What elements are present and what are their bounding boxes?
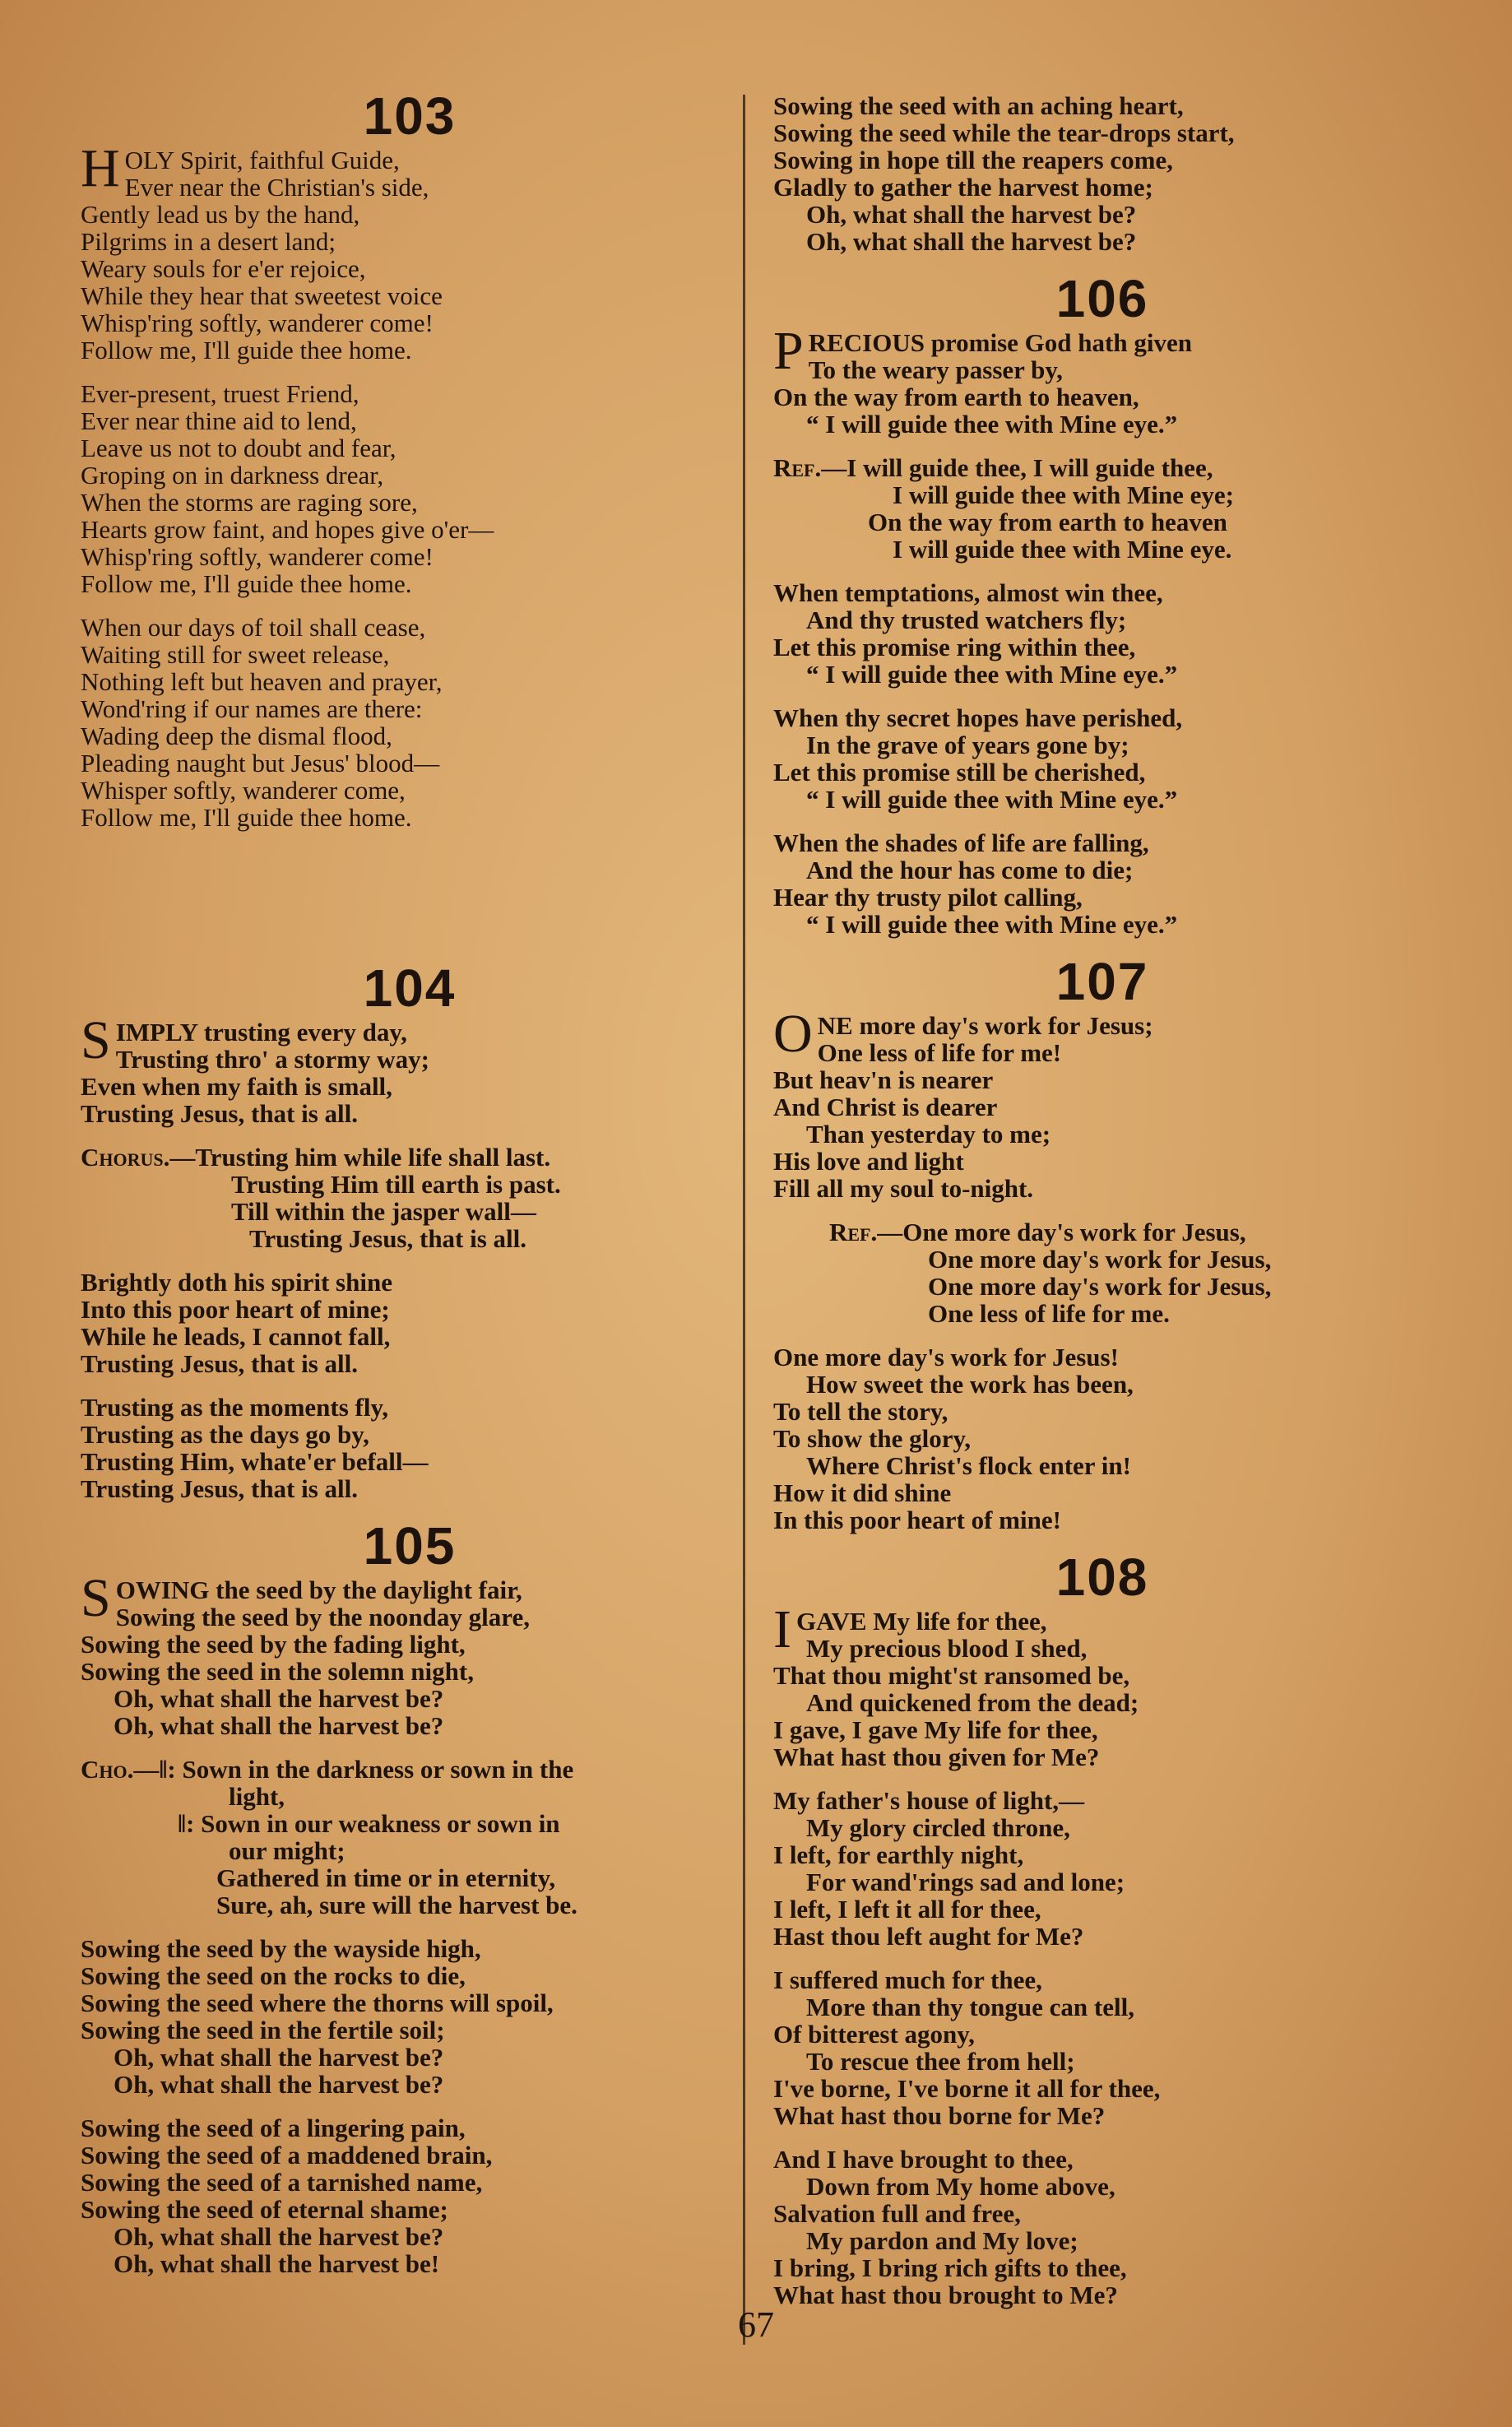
stanza (81, 380, 739, 597)
lyric-line: And thy trusted watchers fly; (806, 606, 1127, 634)
lyric-line: I suffered much for thee, (773, 1965, 1042, 1994)
lyric-line: And Christ is dearer (773, 1093, 998, 1121)
lyric-line: Oh, what shall the harvest be? (806, 227, 1137, 256)
lyric-line: To tell the story, (773, 1397, 948, 1426)
lyric-line: On the way from earth to heaven (868, 508, 1227, 536)
lyric-line: Ever-present, truest Friend, (81, 379, 359, 408)
lyric-line: Trusting Jesus, that is all. (81, 1349, 359, 1378)
page-number: 67 (738, 2304, 774, 2345)
lyric-line: One more day's work for Jesus, (902, 1218, 1246, 1246)
lyric-line: Whisper softly, wanderer come, (81, 776, 406, 805)
lyric-line: Sowing the seed of a lingering pain, (81, 2114, 466, 2142)
lyric-line: Weary souls for e'er rejoice, (81, 254, 366, 283)
lyric-line: Hearts grow faint, and hopes give o'er— (81, 515, 494, 544)
lyric-line: I will guide thee with Mine eye. (893, 535, 1232, 564)
right-column (773, 92, 1431, 2325)
lyric-line: GAVE My life for thee, (795, 1607, 1047, 1636)
lyric-line: My precious blood I shed, (806, 1634, 1088, 1663)
lyric-line: Trusting Him till earth is past. (231, 1170, 561, 1199)
hymn-number: 104 (363, 958, 457, 1018)
chorus (81, 1144, 739, 1252)
lyric-line: To show the glory, (773, 1424, 972, 1453)
lyric-line: Hear thy trusty pilot calling, (773, 883, 1083, 912)
lyric-line: Oh, what shall the harvest be? (114, 1684, 444, 1713)
lyric-line: Ever near thine aid to lend, (81, 406, 357, 435)
lyric-line: Down from My home above, (806, 2172, 1115, 2201)
hymn-number: 106 (1055, 269, 1149, 328)
lyric-line: Sowing the seed with an aching heart, (773, 91, 1184, 120)
lyric-line: Into this poor heart of mine; (81, 1295, 390, 1324)
hymn-number: 105 (363, 1516, 457, 1575)
left-column (81, 86, 739, 2294)
lyric-line: Of bitterest agony, (773, 2020, 975, 2049)
stanza (81, 614, 739, 831)
lyric-line: Fill all my soul to-night. (773, 1174, 1034, 1203)
lyric-line: Whisp'ring softly, wanderer come! (81, 309, 434, 337)
lyric-line: “ I will guide thee with Mine eye.” (806, 785, 1178, 814)
refrain (773, 1218, 1431, 1327)
lyric-line: Follow me, I'll guide thee home. (81, 336, 412, 364)
hymn-105 (81, 1516, 739, 2278)
lyric-line: When the storms are raging sore, (81, 488, 418, 517)
lyric-line: I've borne, I've borne it all for thee, (773, 2074, 1161, 2103)
stanza (773, 829, 1431, 938)
lyric-line: Trusting Jesus, that is all. (249, 1224, 527, 1253)
hymn-103 (81, 86, 739, 832)
lyric-line: When the shades of life are falling, (773, 828, 1149, 857)
lyric-line: On the way from earth to heaven, (773, 383, 1139, 411)
stanza (773, 92, 1431, 255)
lyric-line: Trusting Jesus, that is all. (81, 1099, 359, 1128)
lyric-line: My pardon and My love; (806, 2226, 1078, 2255)
hymn-number: 108 (1055, 1548, 1149, 1607)
lyric-line: I will guide thee, I will guide thee, (846, 453, 1213, 482)
lyric-line: “ I will guide thee with Mine eye.” (806, 660, 1178, 689)
stanza (773, 1004, 1431, 1203)
lyric-line: I will guide thee with Mine eye; (893, 480, 1235, 509)
lyric-line: And the hour has come to die; (806, 856, 1134, 884)
lyric-line: That thou might'st ransomed be, (773, 1661, 1130, 1690)
lyric-line: One less of life for me. (928, 1299, 1170, 1328)
stanza (81, 138, 739, 364)
lyric-line: My father's house of light,— (773, 1786, 1085, 1815)
lyric-line: Pilgrims in a desert land; (81, 227, 336, 256)
lyric-line: Sowing the seed of a tarnished name, (81, 2168, 483, 2197)
drop-cap: S (81, 1568, 111, 1628)
lyric-line: For wand'rings sad and lone; (806, 1868, 1125, 1896)
lyric-line: Trusting Jesus, that is all. (81, 1474, 359, 1503)
stanza (773, 1966, 1431, 2129)
refrain-label: Ref.— (773, 453, 847, 482)
lyric-line: Hast thou left aught for Me? (773, 1922, 1084, 1951)
lyric-line: Gathered in time or in eternity, (216, 1863, 556, 1892)
drop-cap: S (81, 1010, 111, 1070)
lyric-line: IMPLY trusting every day, (115, 1018, 407, 1046)
hymn-number: 103 (363, 86, 457, 146)
chorus (81, 1756, 739, 1919)
lyric-line: Wading deep the dismal flood, (81, 722, 392, 750)
lyric-line: Till within the jasper wall— (231, 1197, 536, 1226)
lyric-line: Oh, what shall the harvest be! (114, 2249, 440, 2278)
lyric-line: One more day's work for Jesus, (928, 1245, 1272, 1274)
lyric-line: Trusting thro' a stormy way; (115, 1045, 429, 1074)
lyric-line: Whisp'ring softly, wanderer come! (81, 542, 434, 571)
lyric-line: Nothing left but heaven and prayer, (81, 667, 443, 696)
lyric-line: I bring, I bring rich gifts to thee, (773, 2253, 1127, 2282)
lyric-line: What hast thou brought to Me? (773, 2281, 1118, 2309)
lyric-line: Brightly doth his spirit shine (81, 1268, 392, 1297)
lyric-line: OLY Spirit, faithful Guide, (124, 146, 400, 174)
lyric-line: While they hear that sweetest voice (81, 281, 443, 310)
lyric-line: ‖: Sown in the darkness or sown in the (159, 1755, 574, 1784)
lyric-line: light, (229, 1782, 285, 1811)
lyric-line: OWING the seed by the daylight fair, (115, 1575, 522, 1604)
lyric-line: I left, for earthly night, (773, 1840, 1024, 1869)
lyric-line: I gave, I gave My life for thee, (773, 1715, 1098, 1744)
lyric-line: Sowing the seed by the wayside high, (81, 1934, 481, 1963)
lyric-line: ‖: Sown in our weakness or sown in (178, 1809, 560, 1838)
stanza (773, 579, 1431, 688)
lyric-line: Salvation full and free, (773, 2199, 1021, 2228)
lyric-line: Sowing the seed by the noonday glare, (115, 1603, 530, 1631)
stanza (773, 2146, 1431, 2309)
lyric-line: Oh, what shall the harvest be? (806, 200, 1137, 229)
lyric-line: Follow me, I'll guide thee home. (81, 569, 412, 598)
lyric-line: Trusting as the days go by, (81, 1420, 369, 1449)
hymn-106 (773, 271, 1431, 938)
lyric-line: One less of life for me! (817, 1038, 1062, 1067)
stanza (81, 1010, 739, 1128)
lyric-line: To the weary passer by, (808, 355, 1063, 384)
lyric-line: Sowing the seed in the solemn night, (81, 1657, 474, 1686)
lyric-line: Gently lead us by the hand, (81, 200, 360, 229)
lyric-line: Let this promise ring within thee, (773, 633, 1136, 661)
lyric-line: Groping on in darkness drear, (81, 461, 384, 490)
column-divider (743, 95, 745, 2345)
lyric-line: Follow me, I'll guide thee home. (81, 803, 412, 832)
stanza (81, 1394, 739, 1502)
lyric-line: Oh, what shall the harvest be? (114, 2070, 444, 2099)
lyric-line: Wond'ring if our names are there: (81, 694, 423, 723)
stanza (81, 1935, 739, 2098)
lyric-line: When temptations, almost win thee, (773, 578, 1163, 607)
lyric-line: our might; (229, 1836, 346, 1865)
lyric-line: Trusting him while life shall last. (195, 1143, 551, 1172)
lyric-line: Even when my faith is small, (81, 1072, 392, 1101)
lyric-line: In the grave of years gone by; (806, 731, 1129, 759)
lyric-line: Trusting as the moments fly, (81, 1393, 389, 1422)
lyric-line: Oh, what shall the harvest be? (114, 2222, 444, 2251)
lyric-line: Sowing the seed on the rocks to die, (81, 1961, 466, 1990)
lyric-line: One more day's work for Jesus! (773, 1343, 1119, 1371)
hymn-107 (773, 954, 1431, 1534)
lyric-line: While he leads, I cannot fall, (81, 1322, 391, 1351)
stanza (773, 704, 1431, 813)
hymn-104 (81, 958, 739, 1503)
lyric-line: Oh, what shall the harvest be? (114, 1711, 444, 1740)
stanza (773, 1599, 1431, 1771)
lyric-line: One more day's work for Jesus, (928, 1272, 1272, 1301)
lyric-line: How sweet the work has been, (806, 1370, 1134, 1399)
lyric-line: “ I will guide thee with Mine eye.” (806, 410, 1178, 439)
lyric-line: Where Christ's flock enter in! (806, 1451, 1131, 1480)
lyric-line: Trusting Him, whate'er befall— (81, 1447, 429, 1476)
lyric-line: Gladly to gather the harvest home; (773, 173, 1153, 202)
lyric-line: But heav'n is nearer (773, 1065, 994, 1094)
lyric-line: Sowing the seed in the fertile soil; (81, 2016, 445, 2044)
lyric-line: His love and light (773, 1147, 964, 1176)
lyric-line: Sowing the seed of a maddened brain, (81, 2141, 493, 2169)
stanza (81, 2114, 739, 2277)
lyric-line: To rescue thee from hell; (806, 2047, 1075, 2076)
lyric-line: What hast thou borne for Me? (773, 2101, 1106, 2130)
lyric-line: RECIOUS promise God hath given (808, 328, 1192, 357)
lyric-line: Sowing in hope till the reapers come, (773, 146, 1173, 174)
lyric-line: NE more day's work for Jesus; (817, 1011, 1153, 1040)
drop-cap: I (773, 1599, 791, 1659)
lyric-line: Leave us not to doubt and fear, (81, 434, 397, 462)
lyric-line: Waiting still for sweet release, (81, 640, 390, 669)
lyric-line: When thy secret hopes have perished, (773, 703, 1183, 732)
lyric-line: And quickened from the dead; (806, 1688, 1139, 1717)
lyric-line: Ever near the Christian's side, (124, 173, 429, 202)
hymn-108 (773, 1550, 1431, 2309)
stanza (773, 1343, 1431, 1534)
stanza (81, 1269, 739, 1377)
lyric-line: Sure, ah, sure will the harvest be. (216, 1891, 577, 1919)
lyric-line: More than thy tongue can tell, (806, 1993, 1134, 2021)
lyric-line: Oh, what shall the harvest be? (114, 2043, 444, 2072)
drop-cap: P (773, 321, 804, 381)
drop-cap: O (773, 1004, 813, 1064)
stanza (773, 321, 1431, 439)
lyric-line: Sowing the seed by the fading light, (81, 1630, 466, 1659)
stanza (81, 1568, 739, 1740)
lyric-line: Than yesterday to me; (806, 1120, 1051, 1149)
chorus-label: Cho.— (81, 1755, 160, 1784)
lyric-line: What hast thou given for Me? (773, 1743, 1100, 1771)
lyric-line: Sowing the seed while the tear-drops start, (773, 118, 1235, 147)
lyric-line: Sowing the seed where the thorns will spoil, (81, 1988, 554, 2017)
lyric-line: Let this promise still be cherished, (773, 758, 1146, 787)
lyric-line: Sowing the seed of eternal shame; (81, 2195, 448, 2224)
lyric-line: “ I will guide thee with Mine eye.” (806, 910, 1178, 939)
lyric-line: Pleading naught but Jesus' blood— (81, 749, 440, 777)
lyric-line: My glory circled throne, (806, 1813, 1070, 1842)
refrain (773, 454, 1431, 563)
lyric-line: And I have brought to thee, (773, 2145, 1074, 2174)
hymn-number: 107 (1055, 952, 1149, 1011)
lyric-line: In this poor heart of mine! (773, 1506, 1061, 1534)
refrain-label: Ref.— (829, 1218, 903, 1246)
drop-cap: H (81, 138, 120, 198)
lyric-line: I left, I left it all for thee, (773, 1895, 1041, 1924)
stanza (773, 1787, 1431, 1950)
lyric-line: When our days of toil shall cease, (81, 613, 426, 642)
chorus-label: Chorus.— (81, 1143, 196, 1172)
lyric-line: How it did shine (773, 1478, 952, 1507)
